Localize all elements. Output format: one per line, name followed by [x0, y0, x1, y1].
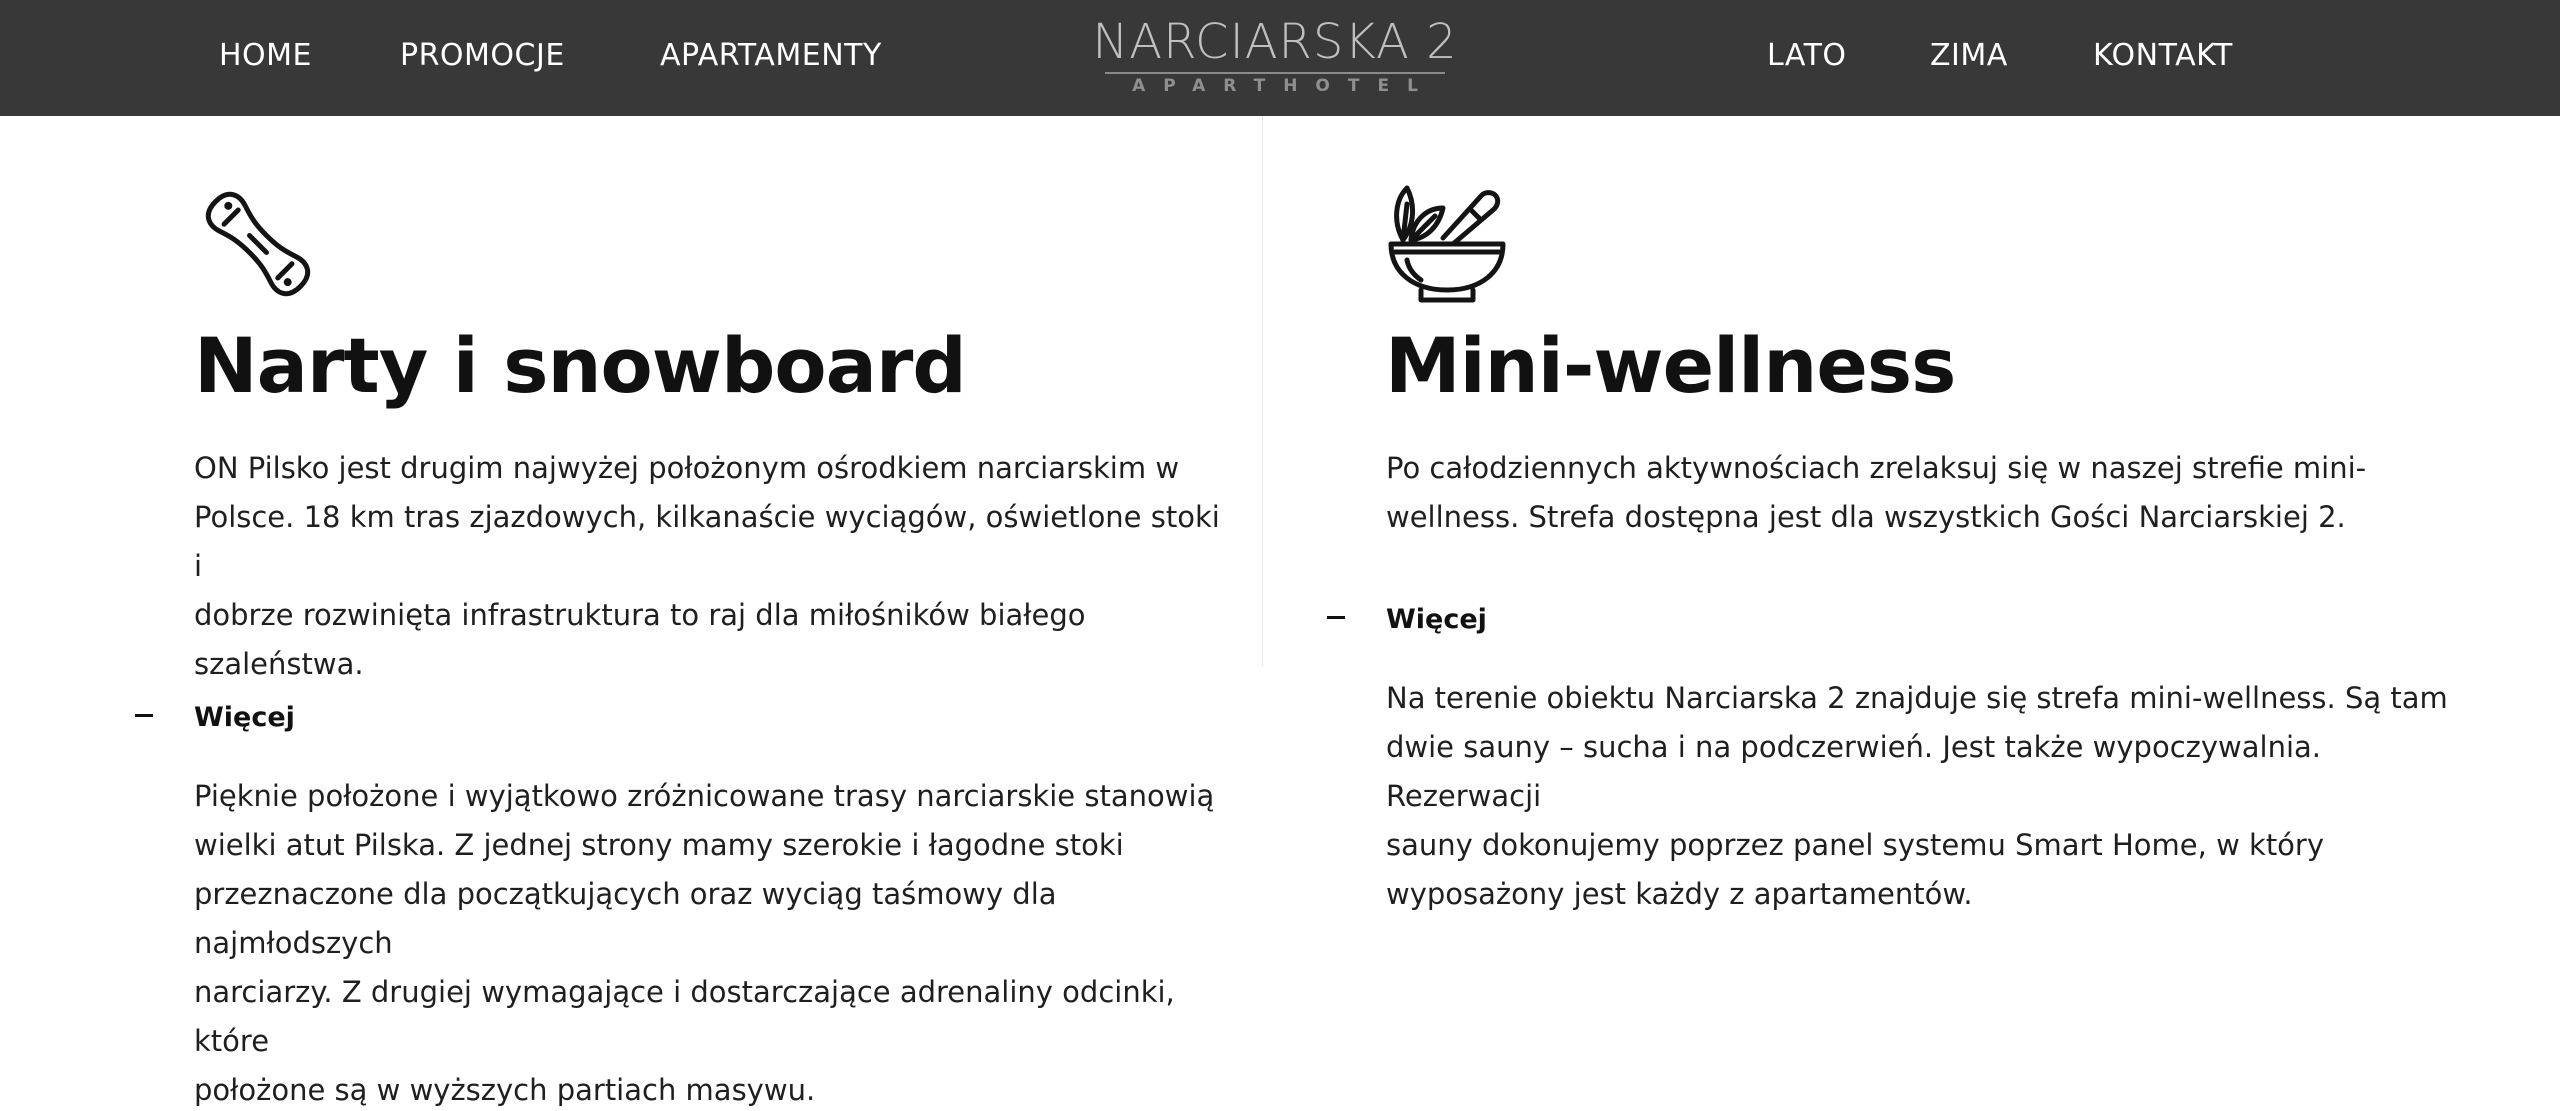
nav-home[interactable]: HOME: [219, 38, 313, 73]
section-title: Narty i snowboard: [194, 321, 966, 410]
nav-apartamenty[interactable]: APARTAMENTY: [660, 38, 882, 73]
more-line: wielki atut Pilska. Z jednej strony mamy szerokie i łagodne stoki: [194, 828, 1124, 862]
site-logo[interactable]: [1090, 14, 1460, 100]
more-line: dwie sauny – sucha i na podczerwień. Jest także wypoczywalnia. Rezerwacji: [1386, 730, 2321, 813]
more-toggle-label: Więcej: [1386, 604, 1487, 635]
more-line: położone są w wyższych partiach masywu.: [194, 1073, 816, 1107]
intro-line: ON Pilsko jest drugim najwyżej położonym ośrodkiem narciarskim w: [194, 451, 1180, 485]
intro-line: Polsce. 18 km tras zjazdowych, kilkanaście wyciągów, oświetlone stoki i: [194, 500, 1220, 583]
herbal-mortar-icon: [1385, 180, 1509, 309]
intro-line: dobrze rozwinięta infrastruktura to raj dla miłośników białego: [194, 598, 1086, 632]
section-intro: [194, 444, 1234, 689]
intro-line: Po całodziennych aktywnościach zrelaksuj się w naszej strefie mini-: [1386, 451, 2367, 485]
column-divider: [1262, 116, 1263, 666]
nav-lato[interactable]: LATO: [1767, 38, 1847, 73]
more-toggle[interactable]: [135, 700, 435, 740]
section-more-content: [1386, 674, 2466, 919]
more-line: przeznaczone dla początkujących oraz wyciąg taśmowy dla najmłodszych: [194, 877, 1057, 960]
more-toggle-label: Więcej: [194, 702, 295, 733]
more-line: narciarzy. Z drugiej wymagające i dostarczające adrenaliny odcinki, które: [194, 975, 1175, 1058]
more-line: sauny dokonujemy poprzez panel systemu Smart Home, w który: [1386, 828, 2325, 862]
nav-kontakt[interactable]: KONTAKT: [2093, 38, 2233, 73]
intro-line: wellness. Strefa dostępna jest dla wszystkich Gości Narciarskiej 2.: [1386, 500, 2346, 534]
more-line: Na terenie obiektu Narciarska 2 znajduje się strefa mini-wellness. Są tam: [1386, 681, 2448, 715]
collapse-dash-icon: [1327, 616, 1345, 619]
nav-promocje[interactable]: PROMOCJE: [400, 38, 565, 73]
section-title: Mini-wellness: [1385, 321, 1956, 410]
more-line: wyposażony jest każdy z apartamentów.: [1386, 877, 1973, 911]
more-line: Pięknie położone i wyjątkowo zróżnicowane trasy narciarskie stanowią: [194, 779, 1215, 813]
more-toggle[interactable]: [1327, 602, 1627, 642]
snowboard-icon: [192, 178, 324, 315]
intro-line: szaleństwa.: [194, 647, 364, 681]
collapse-dash-icon: [135, 714, 153, 717]
section-more-content: [194, 772, 1254, 1111]
section-intro: [1386, 444, 2426, 542]
nav-zima[interactable]: ZIMA: [1930, 38, 2008, 73]
logo-divider: [1105, 72, 1445, 74]
logo-subtitle: APARTHOTEL: [1132, 76, 1436, 96]
top-navigation-bar: [0, 0, 2560, 116]
logo-wordmark: NARCIARSKA 2: [1092, 14, 1458, 70]
